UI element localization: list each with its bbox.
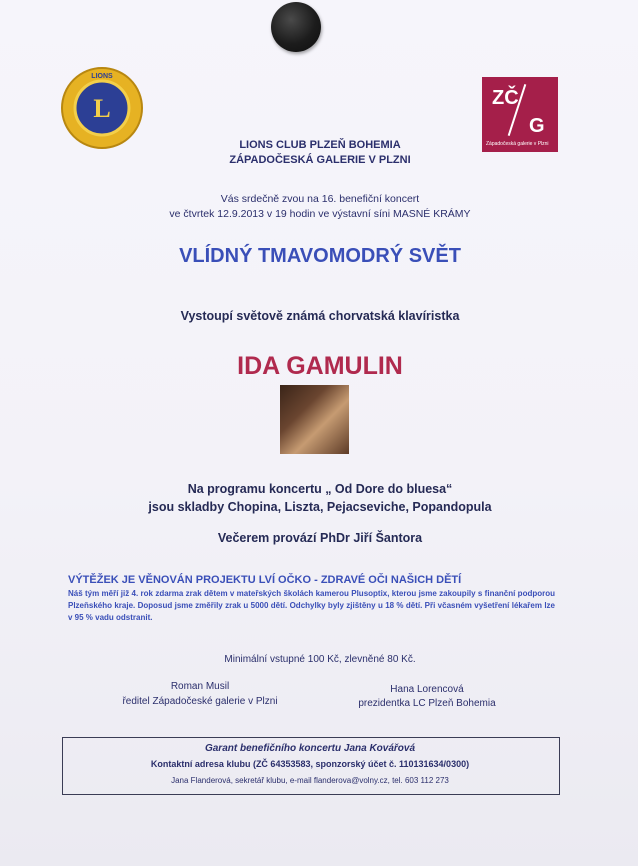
host-line: Večerem provází PhDr Jiří Šantora	[217, 531, 423, 545]
organizer-line-1: LIONS CLUB PLZEŇ BOHEMIA	[239, 139, 401, 151]
signatory-role: ředitel Západočeské galerie v Plzni	[122, 696, 278, 707]
proceeds-body: Náš tým měří již 4. rok zdarma zrak dětem v mateřských školách kamerou Plusoptix, kterou jsme zakoupily s finanční podporou Plzeňského kraje. Doposud jsme změřily zrak u 5000 dětí. Odchylky byly zjištěny u 18 % dětí. Při včasném vyšetření lékařem lze v 95 % vadu odstranit.	[68, 589, 555, 622]
lions-club-logo-icon	[60, 66, 144, 150]
zg-logo-letters: ZČ	[492, 87, 519, 109]
proceeds-heading: VÝTĚŽEK JE VĚNOVÁN PROJEKTU LVÍ OČKO - ZDRAVÉ OČI NAŠICH DĚTÍ	[68, 574, 462, 586]
entry-fee: Minimální vstupné 100 Kč, zlevněné 80 Kč.	[224, 654, 416, 665]
zapadoceska-galerie-logo	[482, 77, 558, 152]
organizer-line-2: ZÁPADOČESKÁ GALERIE V PLZNI	[229, 154, 411, 166]
concert-title: VLÍDNÝ TMAVOMODRÝ SVĚT	[179, 245, 461, 267]
invitation-line-1: Vás srdečně zvou na 16. benefiční koncert	[220, 193, 420, 205]
signatory-name: Hana Lorencová	[390, 684, 464, 695]
program-line-2: jsou skladby Chopina, Liszta, Pejacseviche, Popandopula	[148, 500, 492, 514]
signatory-role: prezidentka LC Plzeň Bohemia	[358, 698, 496, 709]
guarantor-line: Garant benefičního koncertu Jana Kovářová	[204, 743, 416, 754]
club-contact-line: Kontaktní adresa klubu (ZČ 64353583, sponzorský účet č. 110131634/0300)	[150, 759, 470, 769]
magnet	[271, 2, 321, 52]
secretary-line: Jana Flanderová, sekretář klubu, e-mail flanderova@volny.cz, tel. 603 112 273	[171, 776, 449, 785]
program-line-1: Na programu koncertu „ Od Dore do bluesa“	[187, 482, 453, 496]
lions-logo-text: LIONS	[91, 73, 113, 80]
zg-logo-letter-g: G	[529, 115, 545, 137]
signatory-name: Roman Musil	[170, 681, 230, 692]
artist-photo	[280, 385, 349, 454]
performer-intro: Vystoupí světově známá chorvatská klavíristka	[180, 309, 460, 323]
artist-name: IDA GAMULIN	[237, 352, 403, 380]
invitation-line-2: ve čtvrtek 12.9.2013 v 19 hodin ve výstavní síni MASNÉ KRÁMY	[169, 208, 471, 220]
zg-logo-caption: Západočeská galerie v Plzni	[486, 141, 549, 147]
lions-logo-letter: L	[93, 94, 111, 123]
